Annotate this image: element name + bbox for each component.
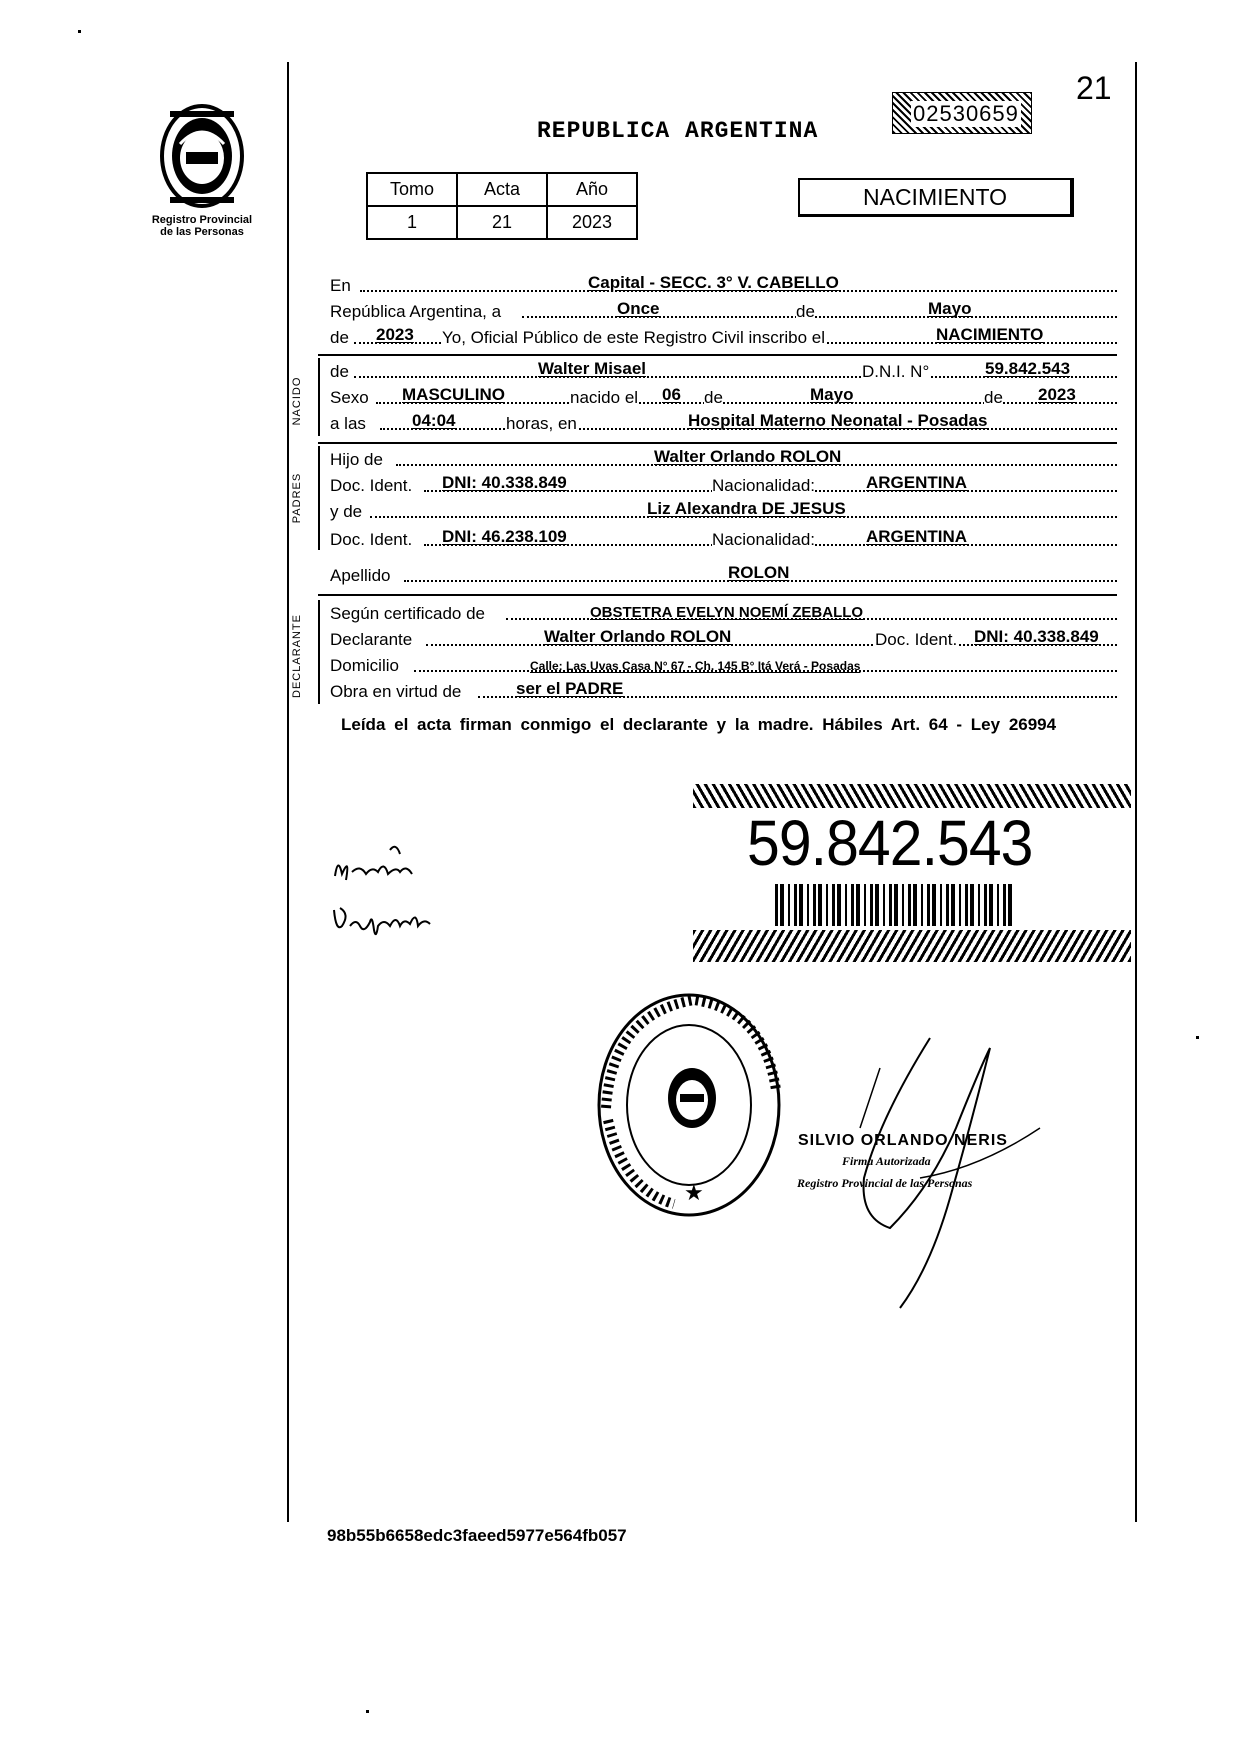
value-father: Walter Orlando ROLON (654, 447, 842, 466)
barcode (775, 884, 1015, 926)
official-name: SILVIO ORLANDO NERIS (798, 1132, 1008, 1149)
scan-speck (366, 1710, 369, 1713)
row-declarante (330, 628, 1117, 652)
label-apellido: Apellido (330, 566, 391, 585)
label-de: de (330, 362, 349, 381)
official-title: Firma Autorizada (842, 1154, 931, 1168)
org-name-line2: de las Personas (160, 226, 244, 238)
value-name: Walter Misael (538, 359, 647, 378)
row-certificado (330, 602, 1117, 626)
document-hash: 98b55b6658edc3faeed5977e564fb057 (327, 1526, 627, 1545)
value-birth-place: Hospital Materno Neonatal - Posadas (688, 411, 988, 430)
label-statement: Yo, Oficial Público de este Registro Civil inscribo el (442, 328, 825, 347)
row-mother-doc (330, 528, 1117, 552)
pattern-band-top (693, 784, 1131, 808)
registry-value-tomo: 1 (367, 206, 457, 239)
row-en (330, 274, 1117, 298)
value-birth-year: 2023 (1038, 385, 1076, 404)
value-hour: 04:04 (412, 411, 456, 430)
dni-label (693, 784, 1131, 962)
row-nacido-time (330, 412, 1117, 436)
value-mother-doc: DNI: 46.238.109 (442, 527, 567, 546)
row-apellido (330, 564, 1117, 588)
bracket-declarante (318, 600, 324, 704)
value-sexo: MASCULINO (402, 385, 505, 404)
value-certificado: OBSTETRA EVELYN NOEMÍ ZEBALLO (590, 604, 864, 621)
label-nacionalidad: Nacionalidad: (712, 530, 816, 549)
serial-stamp (892, 92, 1032, 134)
label-dni: D.N.I. N° (862, 362, 930, 381)
registry-value-acta: 21 (457, 206, 547, 239)
value-father-doc: DNI: 40.338.849 (442, 473, 567, 492)
registry-header-tomo: Tomo (367, 173, 457, 206)
page-number: 21 (1076, 70, 1112, 106)
value-mother-nat: ARGENTINA (866, 527, 968, 546)
value-mother: Liz Alexandra DE JESUS (647, 499, 846, 518)
registry-table (366, 172, 638, 240)
separator-nacido (318, 442, 1117, 444)
value-domicilio: Calle: Las Uvas Casa N° 67 - Ch. 145 B° Itá Verá - Posadas (530, 659, 861, 673)
bracket-nacido (318, 358, 324, 436)
label-horas-en: horas, en (506, 414, 577, 433)
label-de2: de (704, 388, 723, 407)
label-declarante: Declarante (330, 630, 413, 649)
label-certificado: Según certificado de (330, 604, 485, 623)
label-doc-ident: Doc. Ident. (330, 530, 413, 549)
value-day: Once (617, 299, 660, 318)
row-obra (330, 680, 1117, 704)
label-doc-ident: Doc. Ident. (330, 476, 413, 495)
row-hijo-de (330, 448, 1117, 472)
scan-speck (78, 30, 81, 33)
registry-value-ano: 2023 (547, 206, 637, 239)
org-name (130, 214, 274, 238)
row-father-doc (330, 474, 1117, 498)
org-name-line1: Registro Provincial (151, 214, 253, 226)
section-label-padres: PADRES (291, 472, 303, 524)
row-nacido-name (330, 360, 1117, 384)
record-type: NACIMIENTO (863, 184, 1007, 210)
label-obra: Obra en virtud de (330, 682, 462, 701)
registry-header-acta: Acta (457, 173, 547, 206)
label-en: En (330, 276, 351, 295)
label-doc-ident: Doc. Ident. (875, 630, 958, 649)
label-nacionalidad: Nacionalidad: (712, 476, 816, 495)
value-act: NACIMIENTO (936, 325, 1044, 344)
label-y-de: y de (330, 502, 363, 521)
record-type-box (798, 178, 1074, 217)
svg-text:★: ★ (684, 1181, 704, 1206)
value-obra: ser el PADRE (516, 679, 624, 698)
label-year-de: de (330, 328, 349, 347)
bracket-padres (318, 446, 324, 550)
value-father-nat: ARGENTINA (866, 473, 968, 492)
separator-top (318, 354, 1117, 356)
signature-rolon (330, 836, 430, 891)
row-nacido-sex (330, 386, 1117, 410)
row-y-de (330, 500, 1117, 524)
value-birth-month: Mayo (810, 385, 854, 404)
signature-dejesus (330, 896, 440, 951)
serial-stamp-number: 02530659 (913, 101, 1019, 126)
value-declarante: Walter Orlando ROLON (544, 627, 732, 646)
separator-declarante (318, 594, 1117, 596)
pattern-band-bottom (693, 930, 1131, 962)
row-domicilio (330, 654, 1117, 678)
value-month: Mayo (928, 299, 972, 318)
row-year (330, 326, 1117, 350)
value-declarante-doc: DNI: 40.338.849 (974, 627, 1099, 646)
label-sexo: Sexo (330, 388, 369, 407)
left-margin-line (287, 62, 289, 1522)
dots (522, 316, 1117, 318)
official-org: Registro Provincial de las Personas (797, 1176, 973, 1190)
value-year: 2023 (376, 325, 414, 344)
row-date (330, 300, 1117, 324)
value-place: Capital - SECC. 3° V. CABELLO (588, 273, 839, 292)
closing-text: Leída el acta firman conmigo el declarante y la madre. Hábiles Art. 64 - Ley 26994 (341, 715, 1057, 734)
provincial-seal-logo (150, 100, 254, 212)
official-stamp (594, 990, 784, 1220)
value-dni: 59.842.543 (985, 359, 1071, 378)
label-de3: de (984, 388, 1003, 407)
label-country: República Argentina, a (330, 302, 502, 321)
value-birth-day: 06 (662, 385, 681, 404)
value-apellido: ROLON (728, 563, 790, 582)
scan-speck (1196, 1036, 1199, 1039)
label-a-las: a las (330, 414, 366, 433)
right-margin-line (1135, 62, 1137, 1522)
country-title: REPUBLICA ARGENTINA (537, 118, 819, 144)
label-hijo-de: Hijo de (330, 450, 383, 469)
registry-header-ano: Año (547, 173, 637, 206)
section-label-nacido: NACIDO (291, 376, 303, 426)
dni-label-number: 59.842.543 (747, 807, 1033, 879)
label-de: de (796, 302, 815, 321)
label-domicilio: Domicilio (330, 656, 399, 675)
label-nacido-el: nacido el (570, 388, 639, 407)
section-label-declarante: DECLARANTE (291, 614, 303, 698)
